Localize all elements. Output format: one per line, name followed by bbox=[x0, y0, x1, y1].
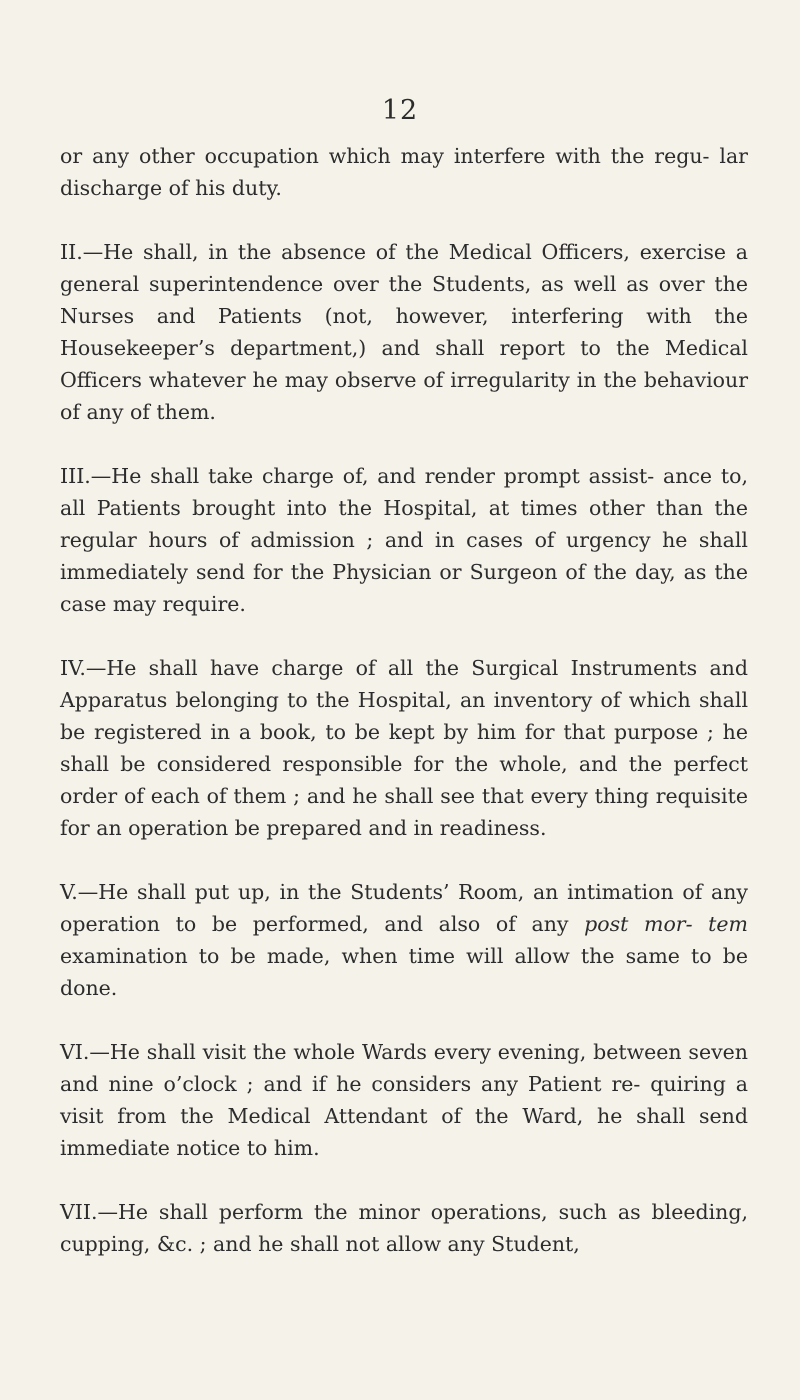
paragraph-section-v-after: examination to be made, when time will allow the same to be done. bbox=[60, 944, 748, 1000]
paragraph-continuation: or any other occupation which may interfere with the regu- lar discharge of his duty. bbox=[60, 144, 748, 200]
paragraph-section-v-italic: post mor- tem bbox=[584, 912, 748, 936]
paragraph-section-ii: II.—He shall, in the absence of the Medical Officers, exercise a general superintendence over the Students, as well as over the Nurses and Patients (not, however, interfering with the Housekeeper’s department,) and shall report to the Medical Officers whatever he may observe of irregularity in the behaviour of any of them. bbox=[60, 240, 748, 424]
paragraph-section-iii: III.—He shall take charge of, and render prompt assist- ance to, all Patients brought into the Hospital, at times other than the regular hours of admission ; and in cases of urgency he shall immediately send for the Physician or Surgeon of the day, as the case may require. bbox=[60, 464, 748, 616]
body-text bbox=[60, 140, 748, 1260]
paragraph-section-vi: VI.—He shall visit the whole Wards every evening, between seven and nine o’clock ; and if he considers any Patient re- quiring a visit from the Medical Attendant of the Ward, he shall send immediate notice to him. bbox=[60, 1040, 748, 1160]
page-number: 12 bbox=[381, 95, 419, 126]
paragraph-section-iv: IV.—He shall have charge of all the Surgical Instruments and Apparatus belonging to the Hospital, an inventory of which shall be registered in a book, to be kept by him for that purpose ; he shall be considered responsible for the whole, and the perfect order of each of them ; and he shall see that every thing requisite for an operation be prepared and in readiness. bbox=[60, 656, 748, 840]
paragraph-section-v-before: V.—He shall put up, in the Students’ Room, an intimation of any operation to be performed, and also of any bbox=[60, 880, 748, 936]
paragraph-section-vii: VII.—He shall perform the minor operations, such as bleeding, cupping, &c. ; and he shall not allow any Student, bbox=[60, 1200, 748, 1256]
paragraph-section-v bbox=[60, 876, 748, 1004]
